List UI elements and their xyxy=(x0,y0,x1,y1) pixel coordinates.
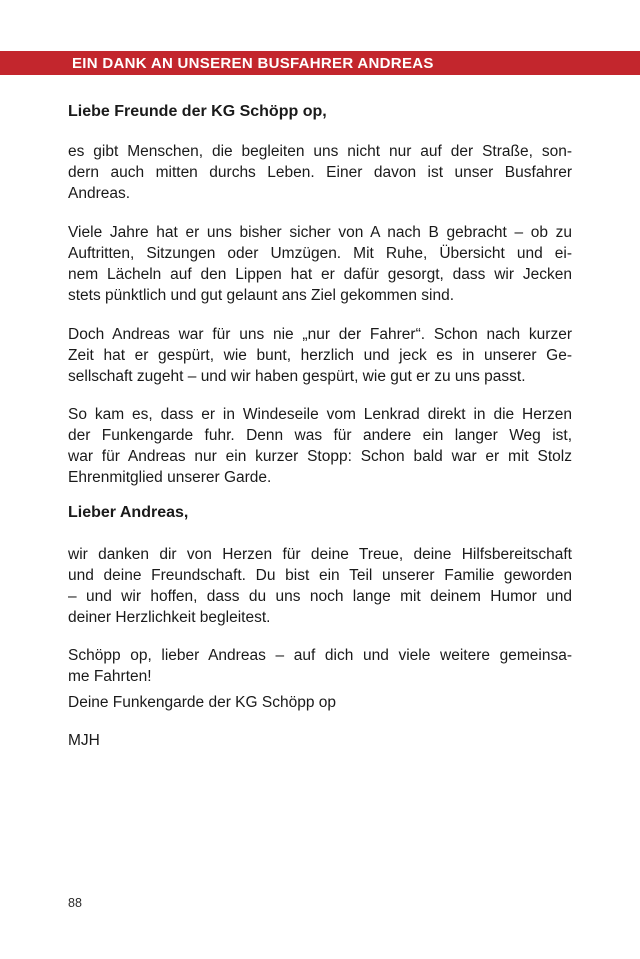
paragraph-intro xyxy=(68,141,572,204)
text-line: Deine Funkengarde der KG Schöpp op xyxy=(68,694,336,711)
paragraph-windeseile xyxy=(68,404,572,488)
text-line: Zeit hat er gespürt, wie bunt, herzlich und jeck es in unserer Ge- xyxy=(68,347,572,364)
text-line: me Fahrten! xyxy=(68,668,152,685)
text-line: nem Lächeln auf den Lippen hat er dafür gesorgt, dass wir Jecken xyxy=(68,266,572,283)
text-line: – und wir hoffen, dass du uns noch lange mit deinem Humor und xyxy=(68,588,572,605)
salutation-heading: Liebe Freunde der KG Schöpp op, xyxy=(68,103,327,120)
page-number: 88 xyxy=(68,896,82,910)
paragraph-viele-jahre xyxy=(68,222,572,306)
paragraph-schoepp-op xyxy=(68,645,572,687)
text-line: Ehrenmitglied unserer Garde. xyxy=(68,469,272,486)
paragraph-dank xyxy=(68,544,572,628)
text-line: Schöpp op, lieber Andreas – auf dich und viele weitere gemeinsa- xyxy=(68,647,572,664)
chapter-title: EIN DANK AN UNSEREN BUSFAHRER ANDREAS xyxy=(72,54,434,72)
text-line: Viele Jahre hat er uns bisher sicher von A nach B gebracht – ob zu xyxy=(68,224,572,241)
text-line: MJH xyxy=(68,732,100,749)
text-line: Auftritten, Sitzungen oder Umzügen. Mit Ruhe, Übersicht und ei- xyxy=(68,245,572,262)
subheading-lieber-andreas: Lieber Andreas, xyxy=(68,504,189,521)
paragraph-nur-der-fahrer xyxy=(68,324,572,387)
page-content xyxy=(68,101,572,751)
text-line: dern auch mitten durchs Leben. Einer davon ist unser Busfahrer xyxy=(68,164,572,181)
text-line: der Funkengarde fuhr. Denn was für andere ein langer Weg ist, xyxy=(68,427,572,444)
text-line: Doch Andreas war für uns nie „nur der Fahrer“. Schon nach kurzer xyxy=(68,326,572,343)
text-line: deiner Herzlichkeit begleitest. xyxy=(68,609,271,626)
text-line: stets pünktlich und gut gelaunt ans Ziel gekommen sind. xyxy=(68,287,455,304)
author-initials xyxy=(68,730,572,751)
text-line: war für Andreas nur ein kurzer Stopp: Schon bald war er mit Stolz xyxy=(68,448,572,465)
text-line: sellschaft zugeht – und wir haben gespürt, wie gut er zu uns passt. xyxy=(68,368,526,385)
signature-line xyxy=(68,692,572,713)
text-line: und deine Freundschaft. Du bist ein Teil unserer Familie geworden xyxy=(68,567,572,584)
text-line: es gibt Menschen, die begleiten uns nicht nur auf der Straße, son- xyxy=(68,143,572,160)
text-line: So kam es, dass er in Windeseile vom Lenkrad direkt in die Herzen xyxy=(68,406,572,423)
text-line: wir danken dir von Herzen für deine Treue, deine Hilfsbereitschaft xyxy=(68,546,572,563)
text-line: Andreas. xyxy=(68,185,131,202)
chapter-header-bar xyxy=(0,51,640,75)
